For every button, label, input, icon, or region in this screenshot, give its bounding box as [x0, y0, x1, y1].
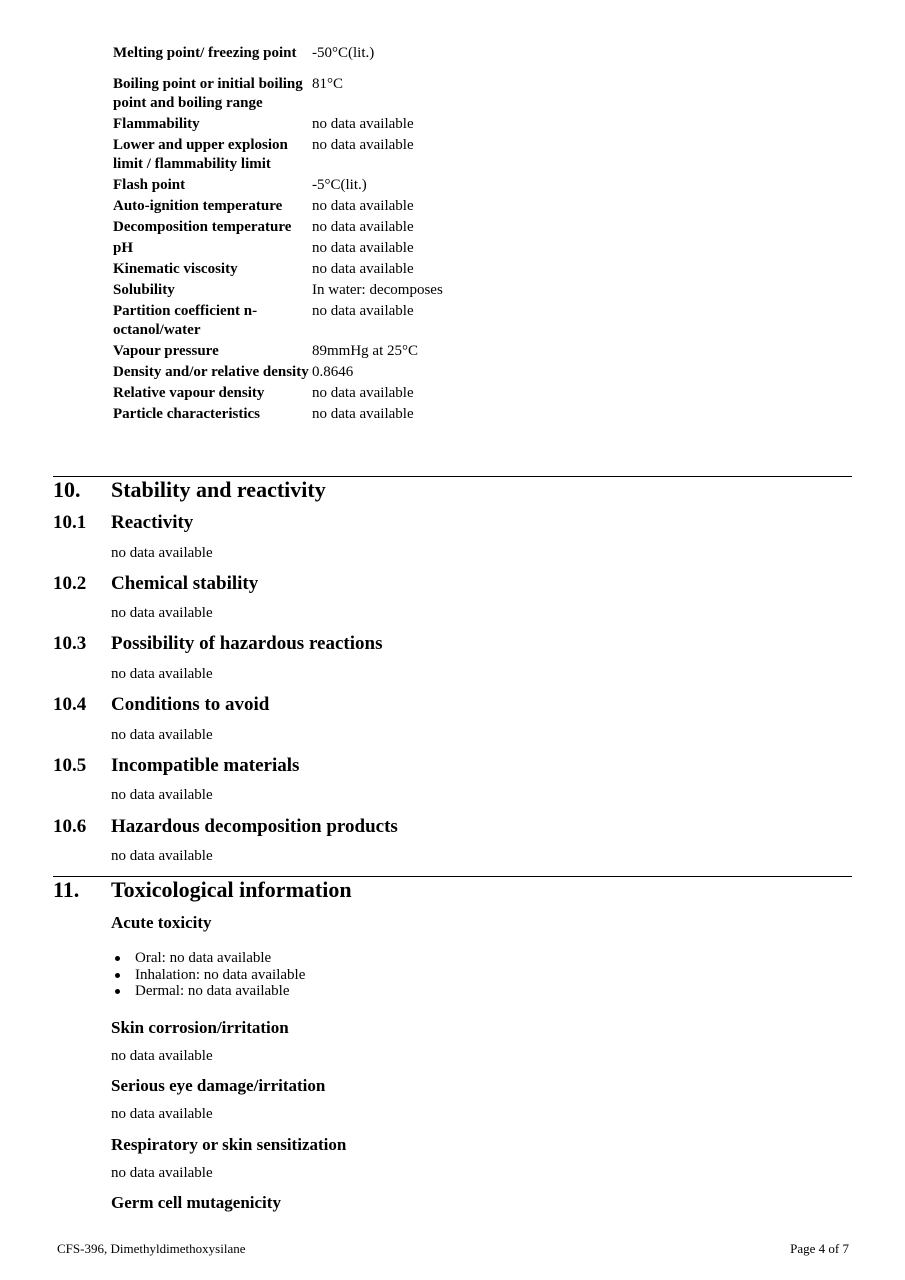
- property-label: Decomposition temperature: [113, 219, 292, 235]
- property-value: -50°C(lit.): [312, 45, 375, 61]
- property-row: [113, 115, 533, 134]
- subsection-title: Hazardous decomposition products: [111, 816, 398, 837]
- property-value: 0.8646: [312, 364, 354, 380]
- property-label: pH: [113, 240, 134, 256]
- property-label: Boiling point or initial boiling point and boiling range: [113, 76, 303, 111]
- subsection-heading: [53, 754, 299, 777]
- property-label: Vapour pressure: [113, 343, 219, 359]
- subsection-number: 10.5: [53, 755, 87, 776]
- property-label: Auto-ignition temperature: [113, 198, 283, 214]
- property-label: Solubility: [113, 282, 175, 298]
- section-11-heading: [53, 877, 352, 903]
- subsection-heading: [53, 693, 269, 716]
- property-label: Kinematic viscosity: [113, 261, 238, 277]
- subsection-number: 10.4: [53, 694, 87, 715]
- property-value: no data available: [312, 116, 414, 132]
- property-value: no data available: [312, 261, 414, 277]
- property-row: [113, 218, 533, 237]
- block-heading: Respiratory or skin sensitization: [111, 1135, 347, 1154]
- property-label: Melting point/ freezing point: [113, 45, 297, 61]
- list-item-text: Inhalation: no data available: [135, 966, 306, 983]
- section-10-heading: [53, 477, 326, 503]
- subsection-title: Reactivity: [111, 512, 194, 533]
- list-item: [111, 967, 305, 984]
- property-row: [113, 197, 533, 216]
- property-row: [113, 44, 533, 63]
- property-value: 89mmHg at 25°C: [312, 343, 418, 359]
- subsection-heading: [53, 511, 193, 534]
- subsection-number: 10.3: [53, 633, 87, 654]
- property-value: no data available: [312, 219, 414, 235]
- list-item: [111, 983, 305, 1000]
- property-row: [113, 239, 533, 258]
- property-label: Lower and upper explosion limit / flammability limit: [113, 137, 288, 172]
- property-value: -5°C(lit.): [312, 177, 367, 193]
- property-row: [113, 405, 533, 424]
- list-item-text: Dermal: no data available: [135, 983, 290, 999]
- section-title: Stability and reactivity: [111, 477, 326, 502]
- subsection-title: Chemical stability: [111, 573, 259, 594]
- property-row: [113, 136, 533, 174]
- property-row: [113, 363, 533, 382]
- subsection-text: no data available: [111, 787, 213, 803]
- footer-document-id: CFS-396, Dimethyldimethoxysilane: [57, 1241, 246, 1256]
- section-number: 10.: [53, 477, 81, 502]
- property-label: Partition coefficient n-octanol/water: [113, 303, 258, 338]
- property-value: In water: decomposes: [312, 282, 443, 298]
- properties-table: [113, 44, 533, 426]
- property-label: Flash point: [113, 177, 186, 193]
- property-value: no data available: [312, 385, 414, 401]
- subsection-number: 10.2: [53, 573, 87, 594]
- subsection-title: Conditions to avoid: [111, 694, 270, 715]
- property-value: no data available: [312, 240, 414, 256]
- property-value: no data available: [312, 198, 414, 214]
- subsection-number: 10.1: [53, 512, 87, 533]
- section-title: Toxicological information: [111, 877, 352, 902]
- footer-page-number: Page 4 of 7: [790, 1241, 849, 1256]
- section-number: 11.: [53, 877, 80, 902]
- property-value: 81°C: [312, 76, 344, 92]
- property-row: [113, 384, 533, 403]
- subsection-text: no data available: [111, 848, 213, 864]
- subsection-title: Possibility of hazardous reactions: [111, 633, 383, 654]
- acute-toxicity-list: [111, 950, 305, 1000]
- property-label: Density and/or relative density: [113, 364, 309, 380]
- subsection-title: Incompatible materials: [111, 755, 300, 776]
- subsection-heading: [53, 572, 258, 595]
- subsection-heading: [53, 815, 398, 838]
- block-heading: Germ cell mutagenicity: [111, 1193, 281, 1212]
- property-row: [113, 260, 533, 279]
- bullet-icon: [115, 989, 120, 994]
- property-label: Relative vapour density: [113, 385, 265, 401]
- bullet-icon: [115, 973, 120, 978]
- property-row: [113, 176, 533, 195]
- property-row: [113, 302, 533, 340]
- property-value: no data available: [312, 303, 414, 319]
- property-row: [113, 281, 533, 300]
- bullet-icon: [115, 956, 120, 961]
- property-row: [113, 75, 533, 113]
- subsection-text: no data available: [111, 605, 213, 621]
- property-label: Particle characteristics: [113, 406, 261, 422]
- subsection-text: no data available: [111, 545, 213, 561]
- subsection-heading: [53, 632, 382, 655]
- block-heading: Serious eye damage/irritation: [111, 1076, 326, 1095]
- subsection-text: no data available: [111, 666, 213, 682]
- acute-toxicity-heading: Acute toxicity: [111, 913, 212, 932]
- property-label: Flammability: [113, 116, 200, 132]
- list-item-text: Oral: no data available: [135, 950, 272, 966]
- block-text: no data available: [111, 1048, 213, 1064]
- property-row: [113, 342, 533, 361]
- subsection-text: no data available: [111, 727, 213, 743]
- property-value: no data available: [312, 137, 414, 153]
- block-text: no data available: [111, 1165, 213, 1181]
- subsection-number: 10.6: [53, 816, 87, 837]
- block-text: no data available: [111, 1106, 213, 1122]
- list-item: [111, 950, 305, 967]
- block-heading: Skin corrosion/irritation: [111, 1018, 289, 1037]
- property-value: no data available: [312, 406, 414, 422]
